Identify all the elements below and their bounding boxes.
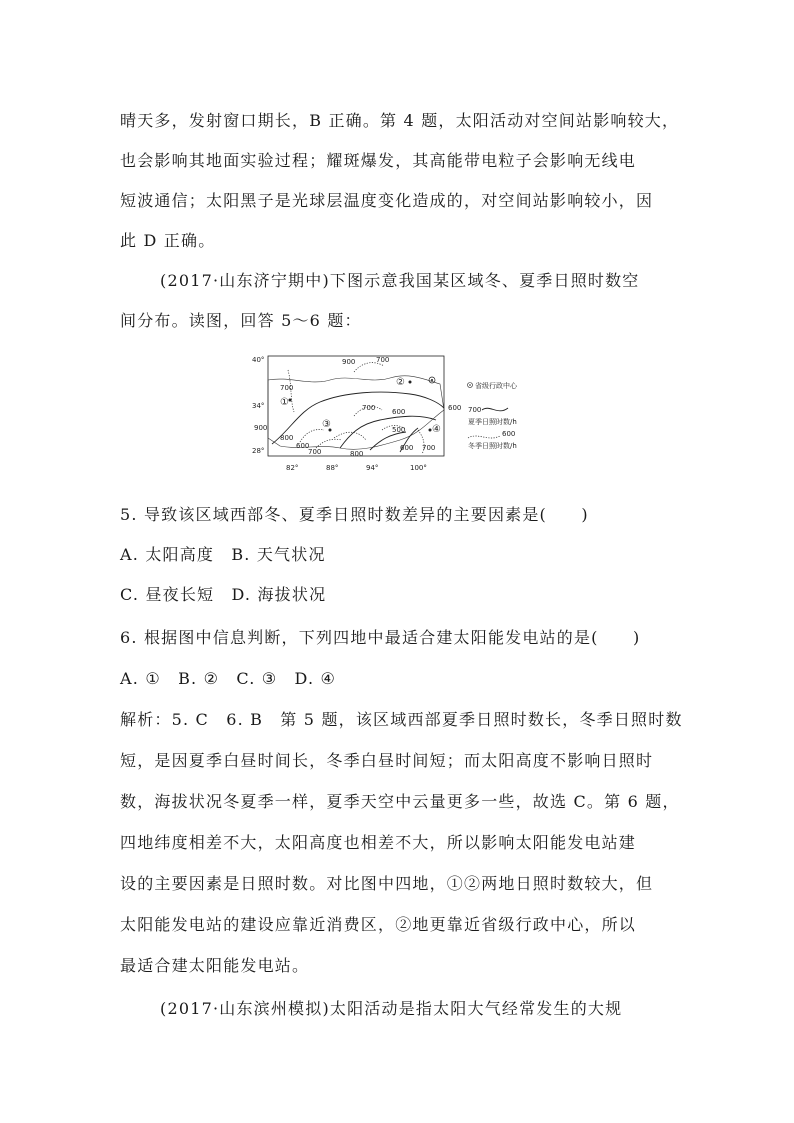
point-dot <box>409 381 412 384</box>
lat-label-40: 40° <box>252 356 265 364</box>
legend-capital-label: 省级行政中心 <box>475 382 517 390</box>
line-9: C. 昼夜长短 D. 海拔状况 <box>120 585 327 604</box>
point-label-3: ③ <box>322 419 331 430</box>
lon-label-88: 88° <box>326 464 339 472</box>
map-frame <box>268 356 444 456</box>
legend-winter-label: 冬季日照时数/h <box>468 442 517 450</box>
line-16: 设的主要因素是日照时数。对比图中四地，①②两地日照时数较大，但 <box>120 874 654 893</box>
summer-label-900: 900 <box>342 358 356 366</box>
winter-label-900-left: 900 <box>254 424 268 432</box>
summer-isoline <box>272 392 444 444</box>
legend-summer-line <box>482 408 508 411</box>
point-label-2: ② <box>396 377 405 388</box>
winter-label-500: 500 <box>392 426 406 434</box>
summer-label-700-mid: 700 <box>362 404 376 412</box>
line-10: 6. 根据图中信息判断，下列四地中最适合建太阳能发电站的是( ) <box>120 628 641 647</box>
summer-label-700-left: 700 <box>280 384 294 392</box>
winter-isoline <box>300 430 324 443</box>
winter-label-800-bottom: 800 <box>350 450 364 458</box>
line-15: 四地纬度相差不大，太阳高度也相差不大，所以影响太阳能发电站建 <box>120 833 637 852</box>
line-12: 解析：5. C 6. B 第 5 题，该区域西部夏季日照时数长，冬季日照时数 <box>120 710 683 729</box>
line-17: 太阳能发电站的建设应靠近消费区，②地更靠近省级行政中心，所以 <box>120 915 637 934</box>
lon-label-82: 82° <box>286 464 299 472</box>
summer-label-600-mid: 600 <box>392 408 406 416</box>
line-7: 5. 导致该区域西部冬、夏季日照时数差异的主要因素是( ) <box>120 505 589 524</box>
point-label-1: ① <box>280 397 289 408</box>
line-2: 也会影响其地面实验过程；耀斑爆发，其高能带电粒子会影响无线电 <box>120 151 637 170</box>
line-5: (2017·山东济宁期中)下图示意我国某区域冬、夏季日照时数空 <box>160 271 640 290</box>
line-14: 数，海拔状况冬夏季一样，夏季天空中云量更多一些，故选 C。第 6 题， <box>120 792 680 811</box>
line-8: A. 太阳高度 B. 天气状况 <box>120 545 326 564</box>
line-6: 间分布。读图，回答 5～6 题： <box>120 311 362 330</box>
legend-summer-value: 700 <box>468 406 482 414</box>
legend-winter-line <box>468 436 500 438</box>
winter-label-700-right: 700 <box>422 444 436 452</box>
lat-label-28: 28° <box>252 447 265 455</box>
line-4: 此 D 正确。 <box>120 231 216 250</box>
lon-label-94: 94° <box>366 464 379 472</box>
winter-label-700-bottom: 700 <box>308 448 322 456</box>
winter-label-700-top: 700 <box>376 356 390 364</box>
capital-marker-dot <box>431 379 433 381</box>
winter-label-600-bottom: 600 <box>400 444 414 452</box>
legend-winter-value: 600 <box>502 430 516 438</box>
point-label-4: ④ <box>432 424 441 435</box>
legend-summer-label: 夏季日照时数/h <box>468 418 517 426</box>
winter-label-800: 800 <box>280 434 294 442</box>
winter-isoline <box>354 363 384 372</box>
summer-label-600-right: 600 <box>448 404 462 412</box>
region-boundary <box>268 376 444 449</box>
sunshine-hours-map <box>250 350 550 490</box>
line-13: 短，是因夏季白昼时间长，冬季白昼时间短；而太阳高度不影响日照时 <box>120 751 654 770</box>
line-19: (2017·山东滨州模拟)太阳活动是指太阳大气经常发生的大规 <box>160 999 623 1018</box>
line-18: 最适合建太阳能发电站。 <box>120 956 310 975</box>
line-1: 晴天多，发射窗口期长，B 正确。第 4 题，太阳活动对空间站影响较大， <box>120 111 680 130</box>
lat-label-34: 34° <box>252 402 265 410</box>
winter-label-600: 600 <box>296 442 310 450</box>
legend-capital-dot <box>469 384 471 386</box>
lon-label-100: 100° <box>410 464 427 472</box>
line-3: 短波通信；太阳黑子是光球层温度变化造成的，对空间站影响较小，因 <box>120 191 654 210</box>
line-11: A. ① B. ② C. ③ D. ④ <box>120 669 337 688</box>
